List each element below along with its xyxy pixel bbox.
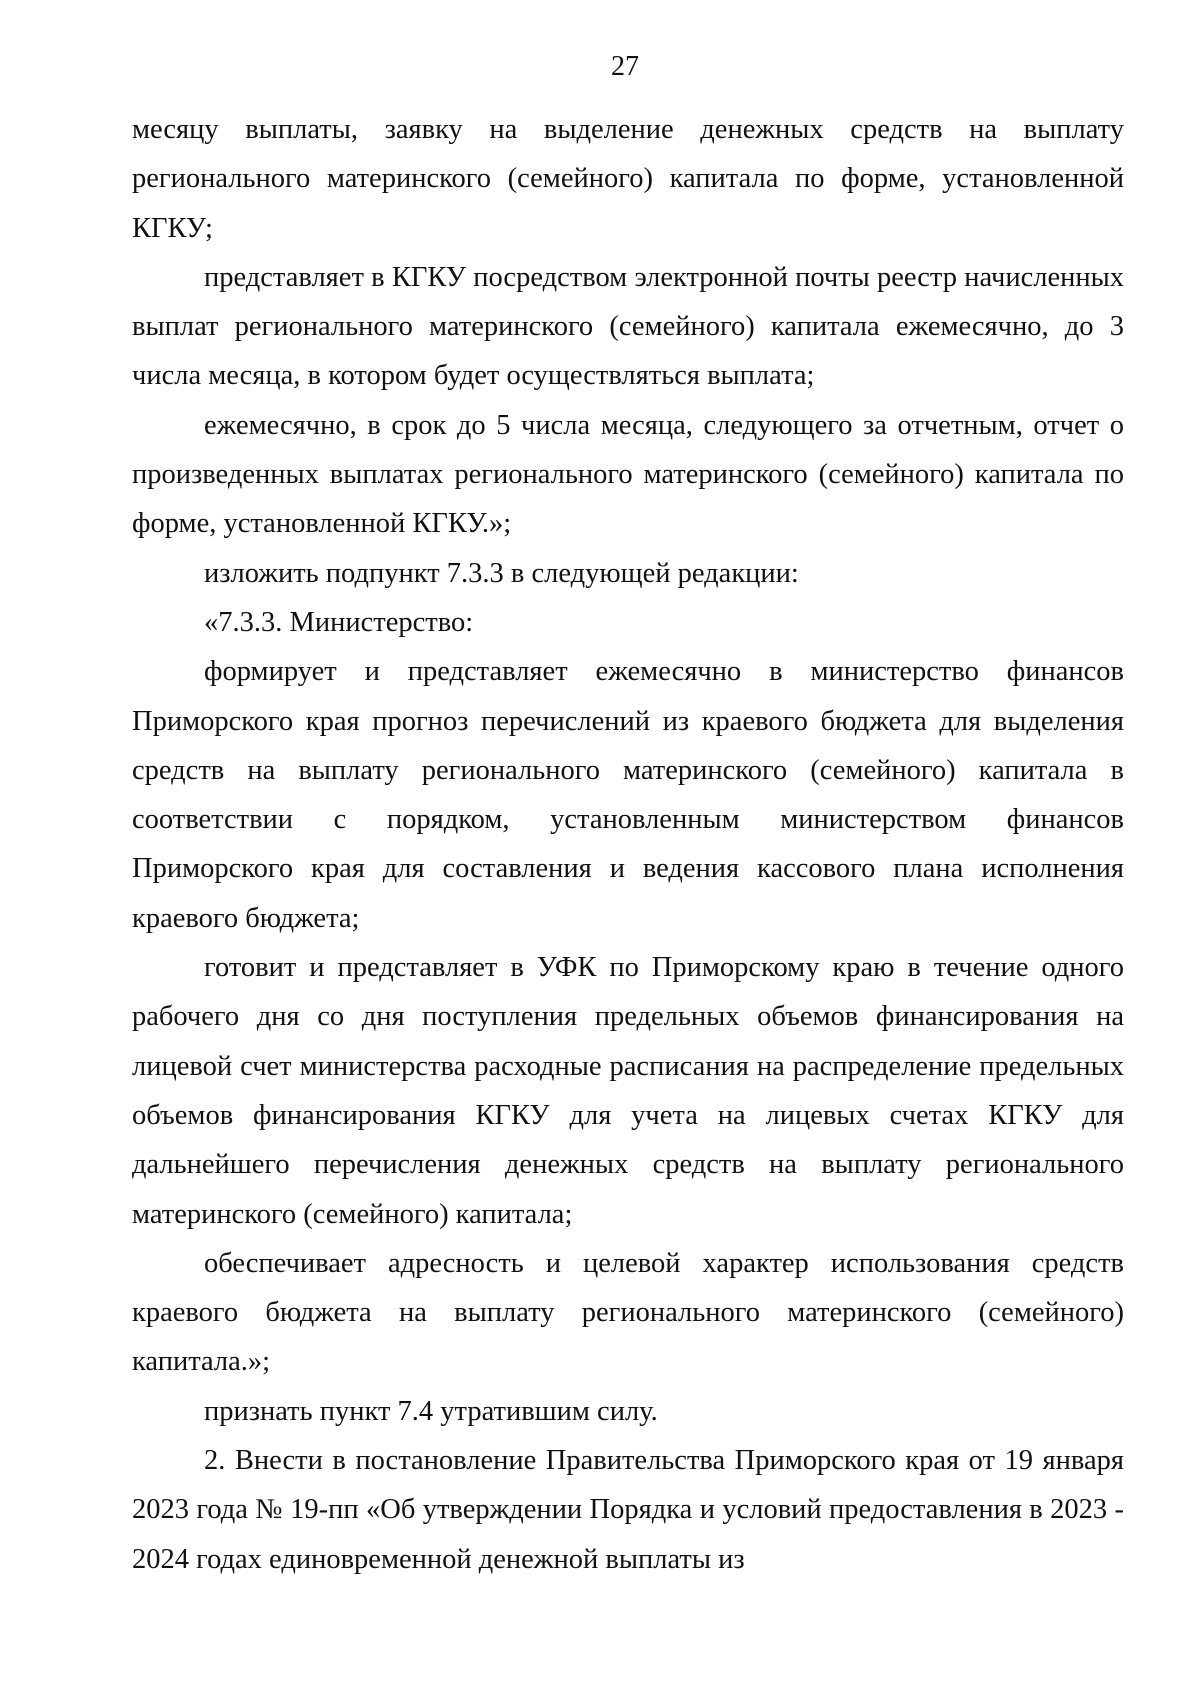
paragraph-registry-submission: представляет в КГКУ посредством электронной почты реестр начисленных выплат регионального материнского (семейного) капитала ежемесячно, до 3 числа месяца, в котором будет осуществляться выплата; xyxy=(132,261,1124,392)
paragraph-amend-7-3-3: изложить подпункт 7.3.3 в следующей редакции: xyxy=(204,557,799,589)
paragraph-item-2: 2. Внести в постановление Правительства Приморского края от 19 января 2023 года № 19-пп «Об утверждении Порядка и условий предоставления в 2023 - 2024 годах единовременной денежной выплаты из xyxy=(132,1445,1124,1575)
paragraph-monthly-report: ежемесячно, в срок до 5 числа месяца, следующего за отчетным, отчет о произведенных выплатах регионального материнского (семейного) капитала по форме, установленной КГКУ.»; xyxy=(132,409,1124,540)
document-body xyxy=(132,105,1124,1584)
paragraph-repeal-7-4: признать пункт 7.4 утратившим силу. xyxy=(204,1395,658,1427)
paragraph-targeting: обеспечивает адресность и целевой характер использования средств краевого бюджета на выплату регионального материнского (семейного) капитала.»; xyxy=(132,1247,1124,1378)
paragraph-forecast: формирует и представляет ежемесячно в министерство финансов Приморского края прогноз перечислений из краевого бюджета для выделения средств на выплату регионального материнского (семейного) капитала в соответствии с порядком, установленным министерством финансов Приморского края для составления и ведения кассового плана исполнения краевого бюджета; xyxy=(132,656,1124,934)
page-number: 27 xyxy=(611,51,639,82)
paragraph-expense-schedules: готовит и представляет в УФК по Приморскому краю в течение одного рабочего дня со дня поступления предельных объемов финансирования на лицевой счет министерства расходные расписания на распределение предельных объемов финансирования КГКУ для учета на лицевых счетах КГКУ для дальнейшего перечисления денежных средств на выплату регионального материнского (семейного) капитала; xyxy=(132,952,1124,1230)
paragraph-ministry-heading: «7.3.3. Министерство: xyxy=(204,606,474,638)
paragraph-continuation: месяцу выплаты, заявку на выделение денежных средств на выплату регионального материнского (семейного) капитала по форме, установленной КГКУ; xyxy=(132,114,1124,244)
